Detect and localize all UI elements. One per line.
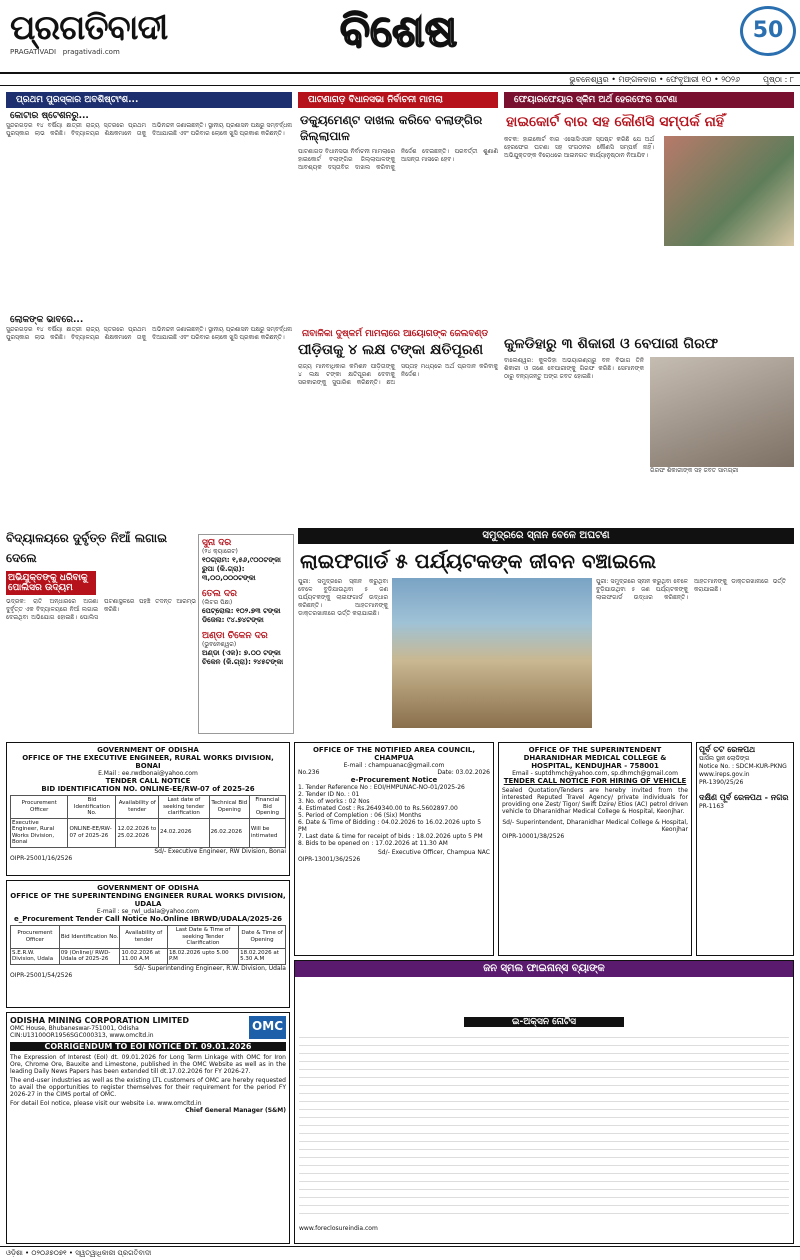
- egg-price: ଅଣ୍ଡା (ଏକ): ୭.୦୦ ଟଙ୍କା: [202, 649, 281, 657]
- compensation-kicker: ନାବାଳିକା ଦୁଷ୍କର୍ମ ମାମଲାରେ ଆୟୋଗଙ୍କ ଜେଲବଣ୍ଡ: [302, 329, 489, 339]
- sdcm-notice: Notice No. : SDCM-KUR-PKNG: [699, 763, 787, 770]
- keonjhar-ref: OIPR-10001/38/2526: [502, 833, 565, 840]
- champua-item: 7. Last date & time for receipt of bids : 18.02.2026 upto 5 PM: [298, 833, 483, 840]
- rail-ref-2: PR-1163: [699, 803, 724, 810]
- school-subhead: ଅଭିଯୁକ୍ତଙ୍କୁ ଧରିବାକୁ ପୋଲିସର ଉଦ୍ୟମ: [6, 571, 96, 595]
- anniversary-emblem-icon: 50: [740, 6, 796, 56]
- champua-item: 4. Estimated Cost : Rs.2649340.00 to Rs.5602897.00: [298, 805, 458, 812]
- bonai-email: E.Mail : ee.rwdbonai@yahoo.com: [98, 770, 198, 777]
- poachers-story: [504, 334, 794, 522]
- poachers-photo: [650, 357, 794, 467]
- silver-price: ରୁପା (କି.ଗ୍ରା): ୩,୦୦,୦୦୦ଟଙ୍କା: [202, 565, 256, 582]
- footer: ଓଡ଼ିଶା • ୦୨୦୬୭୦୭୧ • ସ୍ୱତ୍ୱାଧିକାରୀ ପ୍ରଗତିବାଦୀ: [0, 1246, 800, 1260]
- udala-table: Procurement Officer Bid Identification No. Availability of tender Last Date & Time of seeking Tender Clarification Date & Time of Opening S.E.R.W. Division, Udala 09 (Online)/ RWD-Udala of 2025-26 10.02.2026 at 11.00 A.M 18.02.2026 upto 5.00 P.M 18.02.2026 at 5.30 A.M: [10, 925, 286, 965]
- fuel-unit: (ଲିଟର ପିଛା): [202, 599, 233, 606]
- rail-ref-1: PR-1390/25/26: [699, 779, 744, 786]
- assembly-body: ପାଟଣାଗଡ଼ ବିଧାନସଭା ନିର୍ବାଚନୀ ମାମଲାରେ ହାଇକୋର୍ଟ ବଲାଙ୍ଗିର ଜିଲ୍ଲାପାଳଙ୍କୁ ଆବଶ୍ୟକ ଦସ୍ତାବିଜ ଦାଖଲ କରିବାକୁ ନିର୍ଦ୍ଦେଶ ଦେଇଛନ୍ତି। ପରବର୍ତ୍ତୀ ଶୁଣାଣି ଆସନ୍ତା ମାସରେ ହେବ।: [298, 148, 498, 171]
- date-text: ଭୁବନେଶ୍ୱର • ମଙ୍ଗଳବାର • ଫେବୃଆରୀ ୧୦ • ୨୦୨୬: [569, 75, 740, 84]
- first-prize-bar: ପ୍ରଥମ ପୁରସ୍କାର ଅବଶିଷ୍ଟାଂଶ...: [6, 92, 292, 108]
- ireps-link[interactable]: www.ireps.gov.in: [699, 771, 750, 778]
- champua-ref: OIPR-13001/36/2526: [298, 856, 361, 863]
- diesel-price: ଡିଜେଲ: ୯୪.୭୪ଟଙ୍କା: [202, 616, 264, 624]
- keonjhar-office: OFFICE OF THE SUPERINTENDENT DHARANIDHAR MEDICAL COLLEGE & HOSPITAL, KENDUJHAR - 758001: [523, 746, 667, 770]
- dateline: [0, 72, 800, 86]
- omc-body-2: The end-user industries as well as the existing LTL customers of OMC are hereby requested to avail the opportunities to register themselves for their requirement for the period FY 2026-27 in the CIMS portal of OMC.: [10, 1077, 286, 1098]
- fuel-label: ତେଲ ଦର: [202, 589, 237, 599]
- omc-notice: [6, 1012, 290, 1244]
- omc-addr: OMC House, Bhubaneswar-751001, Odisha: [10, 1025, 139, 1032]
- egg-label: ଅଣ୍ଡା ଚିକେନ ଦର: [202, 631, 268, 641]
- omc-cin: CIN:U13100OR1956SGC000313, www.omcltd.in: [10, 1032, 154, 1039]
- compensation-body: ରାଜ୍ୟ ମାନବାଧିକାର କମିଶନ ପୀଡ଼ିତାଙ୍କୁ ୪ ଲକ୍ଷ ଟଙ୍କା କ୍ଷତିପୂରଣ ଦେବାକୁ ସରକାରଙ୍କୁ ସୁପାରିଶ କରିଛନ୍ତି। ଛଅ ସପ୍ତାହ ମଧ୍ୟରେ ଅର୍ଥ ପ୍ରଦାନ କରିବାକୁ ନିର୍ଦ୍ଦେଶ।: [298, 363, 498, 386]
- assembly-bar: ପାଟଣାଗଡ଼ ବିଧାନସଭା ନିର୍ବାଚନୀ ମାମଲା: [298, 92, 498, 108]
- keonjhar-notice: TENDER CALL NOTICE FOR HIRING OF VEHICLE: [503, 777, 687, 785]
- udala-office: OFFICE OF THE SUPERINTENDING ENGINEER RURAL WORKS DIVISION, UDALA: [10, 892, 286, 908]
- auction-table: [299, 1031, 789, 1221]
- site-url: pragativadi.com: [62, 48, 120, 56]
- egg-unit: (ଭୁବନେଶ୍ୱର): [202, 641, 237, 648]
- tender-bonai: [6, 742, 290, 876]
- bonai-office: OFFICE OF THE EXECUTIVE ENGINEER, RURAL WORKS DIVISION, BONAI: [22, 754, 274, 770]
- masthead: [0, 0, 800, 68]
- first-prize-kicker: କୋଟାର ଷ୍ଟେଶନରୁ...: [10, 111, 89, 121]
- first-prize-body: ସୁନ୍ଦରଗଡ଼ର ୧୪ ବର୍ଷିୟା ଛାତ୍ରୀ ରାଜ୍ୟ ସ୍ତରରେ ପ୍ରଥମ ପୁରସ୍କାର ଲାଭ କରିଛି। ବିଦ୍ୟାଳୟର ଶିକ୍ଷକମାନେ ତାକୁ ଅଭିନନ୍ଦନ ଜଣାଇଛନ୍ତି। ସ୍ଥାନୀୟ ପ୍ରଶାସନ ପକ୍ଷରୁ ସମ୍ବର୍ଦ୍ଧନା ଦିଆଯାଇଛି ଏବଂ ପରିବାର ଲୋକେ ଖୁସି ପ୍ରକାଶ କରିଛନ୍ତି।: [6, 122, 292, 137]
- petrol-price: ପେଟ୍ରୋଲ: ୧୦୨.୭୩ ଟଙ୍କା: [202, 607, 281, 615]
- first-prize-story: [6, 92, 292, 522]
- market-rates-panel: [198, 534, 294, 734]
- first-prize-body-2: ସୁନ୍ଦରଗଡ଼ର ୧୪ ବର୍ଷିୟା ଛାତ୍ରୀ ରାଜ୍ୟ ସ୍ତରରେ ପ୍ରଥମ ପୁରସ୍କାର ଲାଭ କରିଛି। ବିଦ୍ୟାଳୟର ଶିକ୍ଷକମାନେ ତାକୁ ଅଭିନନ୍ଦନ ଜଣାଇଛନ୍ତି। ସ୍ଥାନୀୟ ପ୍ରଶାସନ ପକ୍ଷରୁ ସମ୍ବର୍ଦ୍ଧନା ଦିଆଯାଇଛି ଏବଂ ପରିବାର ଲୋକେ ଖୁସି ପ୍ରକାଶ କରିଛନ୍ତି।: [6, 326, 292, 341]
- champua-item: 1. Tender Reference No : EOI/HMPUNAC-NO-01/2025-26: [298, 784, 465, 791]
- omc-body-1: The Expression of Interest (EoI) dt. 09.01.2026 for Long Term Linkage with OMC for Iron Ore, Chrome Ore, Bauxite and Limestone, published in the OMC Website as well as in the leading Daily News Papers has been extended till dt.17.02.2026 for FY 2026-27.: [10, 1054, 286, 1075]
- keonjhar-email: Email - suptdhmch@yahoo.com, sp.dhmch@gmail.com: [512, 770, 678, 777]
- udala-email: E-mail : se_rwl_udala@yahoo.com: [96, 908, 200, 915]
- udala-notice: e_Procurement Tender Call Notice No.Online IBRWD/UDALA/2025-26: [14, 915, 282, 923]
- bonai-bid: BID IDENTIFICATION NO. ONLINE-EE/RW-07 of 2025-26: [41, 785, 255, 793]
- lifeguard-story: [298, 528, 794, 738]
- court-building-photo: [664, 136, 794, 246]
- champua-notice: e-Procurement Notice: [350, 776, 438, 784]
- school-fire-story: [6, 528, 196, 738]
- udala-ref: OIPR-25001/54/2526: [10, 971, 73, 979]
- omc-logo-icon: OMC: [249, 1016, 286, 1039]
- gold-unit: (୨୪ କ୍ୟାରେଟ): [202, 548, 238, 555]
- beach-photo: [392, 578, 592, 728]
- bonai-sign: Sd/- Executive Engineer, RW Division, Bonai: [154, 847, 286, 855]
- champua-no: No.236: [298, 769, 320, 776]
- bank-notice: ଇ-ଅକ୍ସନ ନୋଟିସ: [464, 1017, 624, 1027]
- chicken-price: ଚିକେନ (କି.ଗ୍ରା): ୨୪୫ଟଙ୍କା: [202, 658, 284, 666]
- udala-gov: GOVERNMENT OF ODISHA: [97, 884, 199, 892]
- lifeguard-strip: ସମୁଦ୍ରରେ ସ୍ନାନ ବେଳେ ଅଘଟଣ: [298, 528, 794, 544]
- champua-item: 3. No. of works : 02 Nos: [298, 798, 370, 805]
- school-body: ଭଦ୍ରକ: ରାତି ଅନ୍ଧାରରେ ଅଜଣା ଦୁର୍ବୃତ୍ତ ଏକ ବିଦ୍ୟାଳୟରେ ନିଆଁ ଲଗାଇ ଦେଇଥିବା ଅଭିଯୋଗ ହୋଇଛି। ପୋଲିସ ଘଟଣାସ୍ଥଳରେ ପହଞ୍ଚି ତଦନ୍ତ ଆରମ୍ଭ କରିଛି।: [6, 598, 196, 621]
- lifeguard-headline: ଲାଇଫଗାର୍ଡ ୫ ପର୍ଯ୍ୟଟକଙ୍କ ଜୀବନ ବଞ୍ଚାଇଲେ: [300, 549, 657, 573]
- logo-latin: PRAGATIVADI: [10, 48, 57, 56]
- bank-site[interactable]: www.foreclosureindia.com: [299, 1225, 378, 1232]
- welfare-story: [504, 92, 794, 328]
- lifeguard-body: ପୁରୀ: ସମୁଦ୍ରରେ ସ୍ନାନ କରୁଥିବା ବେଳେ ବୁଡ଼ିଯାଉଥିବା ୫ ଜଣ ପର୍ଯ୍ୟଟକଙ୍କୁ ଲାଇଫଗାର୍ଡ ଉଦ୍ଧାର କରିଛନ୍ତି। ଆହତମାନଙ୍କୁ ଡାକ୍ତରଖାନାରେ ଭର୍ତ୍ତି କରାଯାଇଛି।: [298, 578, 388, 617]
- welfare-body: କଟକ: ହାଇକୋର୍ଟ ବାର ଏସୋସିଏସନ ସ୍ପଷ୍ଟ କରିଛି ଯେ ଅର୍ଥ ହେରଫେର ଘଟଣା ସହ ସଂଗଠନର କୌଣସି ସମ୍ପର୍କ ନାହିଁ। ଅଭିଯୁକ୍ତଙ୍କ ବିରୋଧରେ ଆଇନଗତ କାର୍ଯ୍ୟାନୁଷ୍ଠାନ ନିଆଯିବ।: [504, 136, 654, 159]
- gold-price: ୧୦ଗ୍ରାମ: ୧,୫୬,୯୦୦ଟଙ୍କା: [202, 556, 281, 564]
- assembly-story: [298, 92, 498, 322]
- champua-item: 2. Tender ID No. : 01: [298, 791, 360, 798]
- omc-sign: Chief General Manager (S&M): [185, 1107, 286, 1114]
- lifeguard-body-2: ପୁରୀ: ସମୁଦ୍ରରେ ସ୍ନାନ କରୁଥିବା ବେଳେ ବୁଡ଼ିଯାଉଥିବା ୫ ଜଣ ପର୍ଯ୍ୟଟକଙ୍କୁ ଲାଇଫଗାର୍ଡ ଉଦ୍ଧାର କରିଛନ୍ତି। ଆହତମାନଙ୍କୁ ଡାକ୍ତରଖାନାରେ ଭର୍ତ୍ତି କରାଯାଇଛି।: [596, 578, 786, 601]
- poachers-caption: ଗିରଫ ଶିକାରୀଙ୍କ ସହ ଜବତ ସାମଗ୍ରୀ: [650, 467, 739, 474]
- bonai-ref: OIPR-25001/16/2526: [10, 854, 73, 862]
- east-coast-title: ପୂର୍ବ ତଟ ରେଳପଥ: [699, 745, 756, 754]
- bonai-table: Procurement Officer Bid Identification No. Availability of tender Last date of seeking tender clarification Technical Bid Opening Financial Bid Opening Executive Engineer, Rural Works Division, Bonai ONLINE-EE/RW-07 of 2025-26 12.02.2026 to 25.02.2026 24.02.2026 26.02.2026 Will be intimated: [10, 795, 286, 848]
- school-headline: ବିଦ୍ୟାଳୟରେ ଦୁର୍ବୃତ୍ତ ନିଆଁ ଲଗାଇ ଦେଲେ: [6, 531, 168, 565]
- gold-label: ସୁନା ଦର: [202, 538, 232, 548]
- railway-rail: [696, 742, 794, 956]
- tender-udala: [6, 880, 290, 1008]
- champua-email: E-mail : champuanac@gmail.com: [343, 762, 445, 769]
- bonai-notice: TENDER CALL NOTICE: [105, 777, 191, 785]
- page-number: ପୃଷ୍ଠା : ୮: [762, 75, 794, 84]
- newspaper-logo[interactable]: [10, 8, 240, 60]
- poachers-body: ବାଲେଶ୍ୱର: କୁଳଡିହା ଅଭୟାରଣ୍ୟରୁ ବନ ବିଭାଗ ତିନି ଶିକାରୀ ଓ ଜଣେ ବେପାରୀଙ୍କୁ ଗିରଫ କରିଛି। ସେମାନଙ୍କ ଠାରୁ ବନ୍ୟଜନ୍ତୁ ଅଙ୍ଗ ଜବତ ହୋଇଛି।: [504, 357, 644, 380]
- champua-item: 5. Period of Completion : 06 (Six) Months: [298, 812, 422, 819]
- bank-auction-notice: [294, 960, 794, 1244]
- champua-date: Date: 03.02.2026: [437, 769, 490, 776]
- assembly-headline: ଡକ୍ୟୁମେଣ୍ଟ ଦାଖଲ କରିବେ ବଲାଙ୍ଗିର ଜିଲ୍ଲାପାଳ: [300, 113, 483, 143]
- champua-sign: Sd/- Executive Officer, Champua NAC: [377, 849, 490, 856]
- se-rail-title: ଦକ୍ଷିଣ ପୂର୍ବ ରେଳପଥ - ନଗର: [699, 793, 789, 802]
- tender-champua: [294, 742, 494, 956]
- compensation-story: [298, 326, 498, 522]
- section-title: ବିଶେଷ: [340, 6, 458, 57]
- champua-items: [298, 784, 490, 847]
- tender-keonjhar: [498, 742, 692, 956]
- omc-body-3: For detail EoI notice, please visit our website i.e. www.omcltd.in: [10, 1100, 202, 1107]
- compensation-headline: ପୀଡ଼ିତାକୁ ୪ ଲକ୍ଷ ଟଙ୍କା କ୍ଷତିପୂରଣ: [298, 342, 484, 358]
- keonjhar-sign: Sd/- Superintendent, Dharanidhar Medical College & Hospital, Keonjhar: [502, 819, 688, 833]
- poachers-headline: କୁଳଡିହାରୁ ୩ ଶିକାରୀ ଓ ବେପାରୀ ଗିରଫ: [504, 336, 719, 352]
- keonjhar-body: Sealed Quotation/Tenders are hereby invited from the interested Reputed Travel Agency/ private individuals for providing one Zest/ Tigor/ Swift Dzire/ Etios (AC) petrol driven vehicle to Dharanidhar Medical College & Hospital, Keonjhar.: [502, 787, 688, 815]
- omc-title: CORRIGENDUM TO EOI NOTICE DT. 09.01.2026: [10, 1042, 286, 1051]
- welfare-bar: ଫେୟାରଫେୟାର ସ୍କିମ ଅର୍ଥ ହେରଫେର ଘଟଣା: [504, 92, 794, 108]
- logo-text: ପ୍ରଗତିବାଦୀ: [10, 8, 168, 48]
- champua-item: 8. Bids to be opened on : 17.02.2026 at 11.30 AM: [298, 840, 448, 847]
- udala-sign: Sd/- Superintending Engineer, R.W. Division, Udala: [134, 964, 286, 972]
- bank-title: ଜନ ସ୍ମଲ ଫାଇନାନ୍ସ ବ୍ୟାଙ୍କ: [295, 961, 793, 977]
- sdcm-title: ପାର୍ସଲ ସ୍ଥାନ ଲୋଡିଙ୍ଗ: [699, 755, 750, 762]
- bonai-gov: GOVERNMENT OF ODISHA: [97, 746, 199, 754]
- champua-item: 6. Date & Time of Bidding : 04.02.2026 to 16.02.2026 upto 5 PM: [298, 819, 482, 833]
- welfare-headline: ହାଇକୋର୍ଟ ବାର ସହ କୌଣସି ସମ୍ପର୍କ ନାହିଁ: [506, 114, 724, 130]
- omc-company: ODISHA MINING CORPORATION LIMITED: [10, 1016, 190, 1025]
- champua-office: OFFICE OF THE NOTIFIED AREA COUNCIL, CHAMPUA: [312, 746, 476, 762]
- first-prize-kicker-2: ଲୋକଙ୍କ ଭାବରେ...: [10, 315, 84, 325]
